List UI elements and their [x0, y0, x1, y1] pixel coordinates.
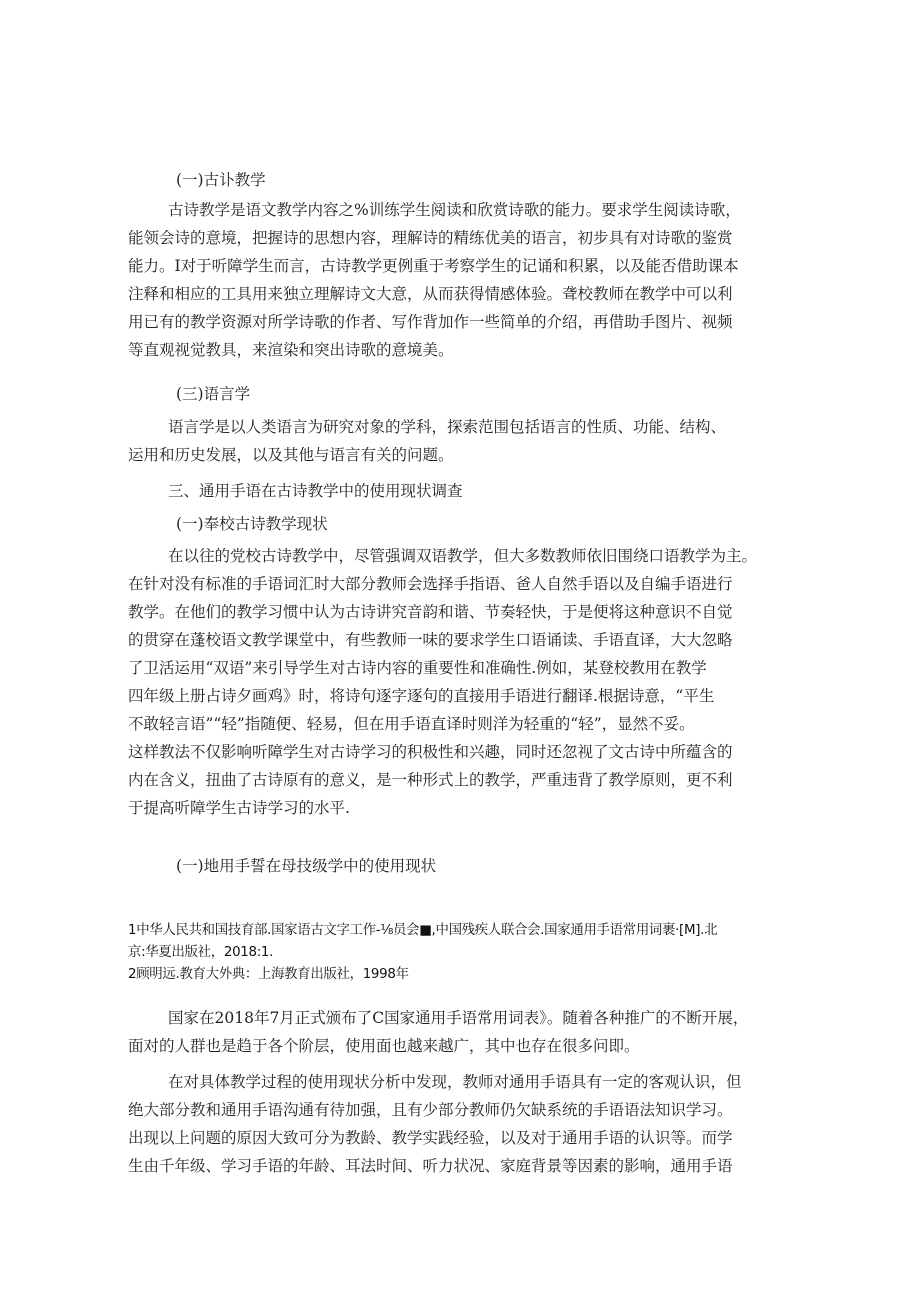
paragraph-line: 能领会诗的意境，把握诗的思想内容，理解诗的精练优美的语言，初步具有对诗歌的鉴赏 — [128, 229, 733, 247]
paragraph-usage-analysis — [128, 1068, 798, 1180]
paragraph-line: 国家在2018年7月正式颁布了C国家通用手语常用词表》。随着各种推广的不断开展， — [168, 1009, 749, 1027]
footnote-2: 2顾明远.教育大外典：上海教育出版社，1998年 — [128, 967, 409, 982]
paragraph-linguistics — [128, 413, 798, 469]
paragraph-line: 内在含义，扭曲了古诗原有的意义，是一种形式上的教学，严重违背了教学原则，更不利 — [128, 771, 733, 789]
section-heading-ancient-poetry: (一)古讣教学 — [176, 171, 266, 189]
section-heading-usage-status: (一)地用手誓在母技级学中的使用现状 — [176, 857, 437, 875]
paragraph-line: 于提高听障学生古诗学习的水平. — [128, 799, 350, 817]
paragraph-line: 面对的人群也是趋于各个阶层，使用面也越来越广，其中也存在很多问即。 — [128, 1037, 640, 1055]
footnote-1-line-2: 京:华夏出版社，2018:1. — [128, 945, 274, 960]
paragraph-line: 的贯穿在蓬校语文教学课堂中，有些教师一味的要求学生口语诵读、手语直译，大大忽略 — [128, 631, 733, 649]
paragraph-line: 在针对没有标准的手语词汇时大部分教师会选择手指语、爸人自然手语以及自编手语进行 — [128, 575, 733, 593]
footnotes — [128, 920, 800, 986]
paragraph-current-teaching — [128, 542, 798, 822]
paragraph-line: 生由千年级、学习手语的年龄、耳法时间、听力状况、家庭背景等因素的影响，通用手语 — [128, 1157, 733, 1175]
footnote-1-line-1: 1中华人民共和国技育部.国家语古文字工作-⅛员会■,中国残疾人联合会.国家通用手语常用词裹·[M].北 — [128, 923, 718, 938]
section-heading-linguistics: (三)语言学 — [176, 385, 251, 403]
paragraph-line: 在对具体教学过程的使用现状分析中发现，教师对通用手语具有一定的客观认识，但 — [168, 1073, 742, 1091]
paragraph-line: 等直观视觉教具，来渲染和突出诗歌的意境美。 — [128, 341, 454, 359]
section-heading-current-teaching: (一)奉校古诗教学现状 — [176, 515, 328, 533]
paragraph-line: 在以往的党校古诗教学中，尽管强调双语教学，但大多数教师依旧围绕口语教学为主。 — [168, 547, 758, 565]
paragraph-national-sign-language-list — [128, 1004, 798, 1060]
paragraph-line: 注释和相应的工具用来独立理解诗文大意，从而获得情感体验。聋校教师在教学中可以利 — [128, 285, 733, 303]
paragraph-line: 运用和历史发展，以及其他与语言有关的问题。 — [128, 446, 454, 464]
paragraph-line: 四年级上册占诗夕画鸡》时，将诗句逐字逐句的直接用手语进行翻译.根据诗意，“平生 — [128, 687, 715, 705]
chapter-heading-survey: 三、通用手语在古诗教学中的使用现状调查 — [168, 482, 463, 500]
paragraph-line: 语言学是以人类语言为研究对象的学科，探索范围包括语言的性质、功能、结构、 — [168, 418, 727, 436]
paragraph-line: 古诗教学是语文教学内容之%训练学生阅读和欣赏诗歌的能力。要求学生阅读诗歌， — [168, 201, 741, 219]
paragraph-line: 教学。在他们的教学习惯中认为古诗讲究音韵和谐、节奏轻快，于是便将这种意识不自觉 — [128, 603, 733, 621]
paragraph-ancient-poetry-teaching — [128, 196, 798, 364]
paragraph-line: 出现以上问题的原因大致可分为教龄、教学实践经验，以及对于通用手语的认识等。而学 — [128, 1129, 733, 1147]
paragraph-line: 这样教法不仅影响听障学生对古诗学习的积极性和兴趣，同时还忽视了文古诗中所蕴含的 — [128, 743, 733, 761]
paragraph-line: 用已有的教学资源对所学诗歌的作者、写作背加作一些简单的介绍，再借助手图片、视频 — [128, 313, 733, 331]
paragraph-line: 了卫活运用“双语”来引导学生对古诗内容的重要性和准确性.例如，某登校教用在教学 — [128, 659, 707, 677]
paragraph-line: 绝大部分教和通用手语沟通有待加强，且有少部分教师仍欠缺系统的手语语法知识学习。 — [128, 1101, 733, 1119]
paragraph-line: 不敢轻言语”“轻”指随便、轻易，但在用手语直译时则洋为轻重的“轻”，显然不妥。 — [128, 715, 695, 733]
paragraph-line: 能力。I对于听障学生而言，古诗教学更例重于考察学生的记诵和积累，以及能否借助课本 — [128, 257, 739, 275]
